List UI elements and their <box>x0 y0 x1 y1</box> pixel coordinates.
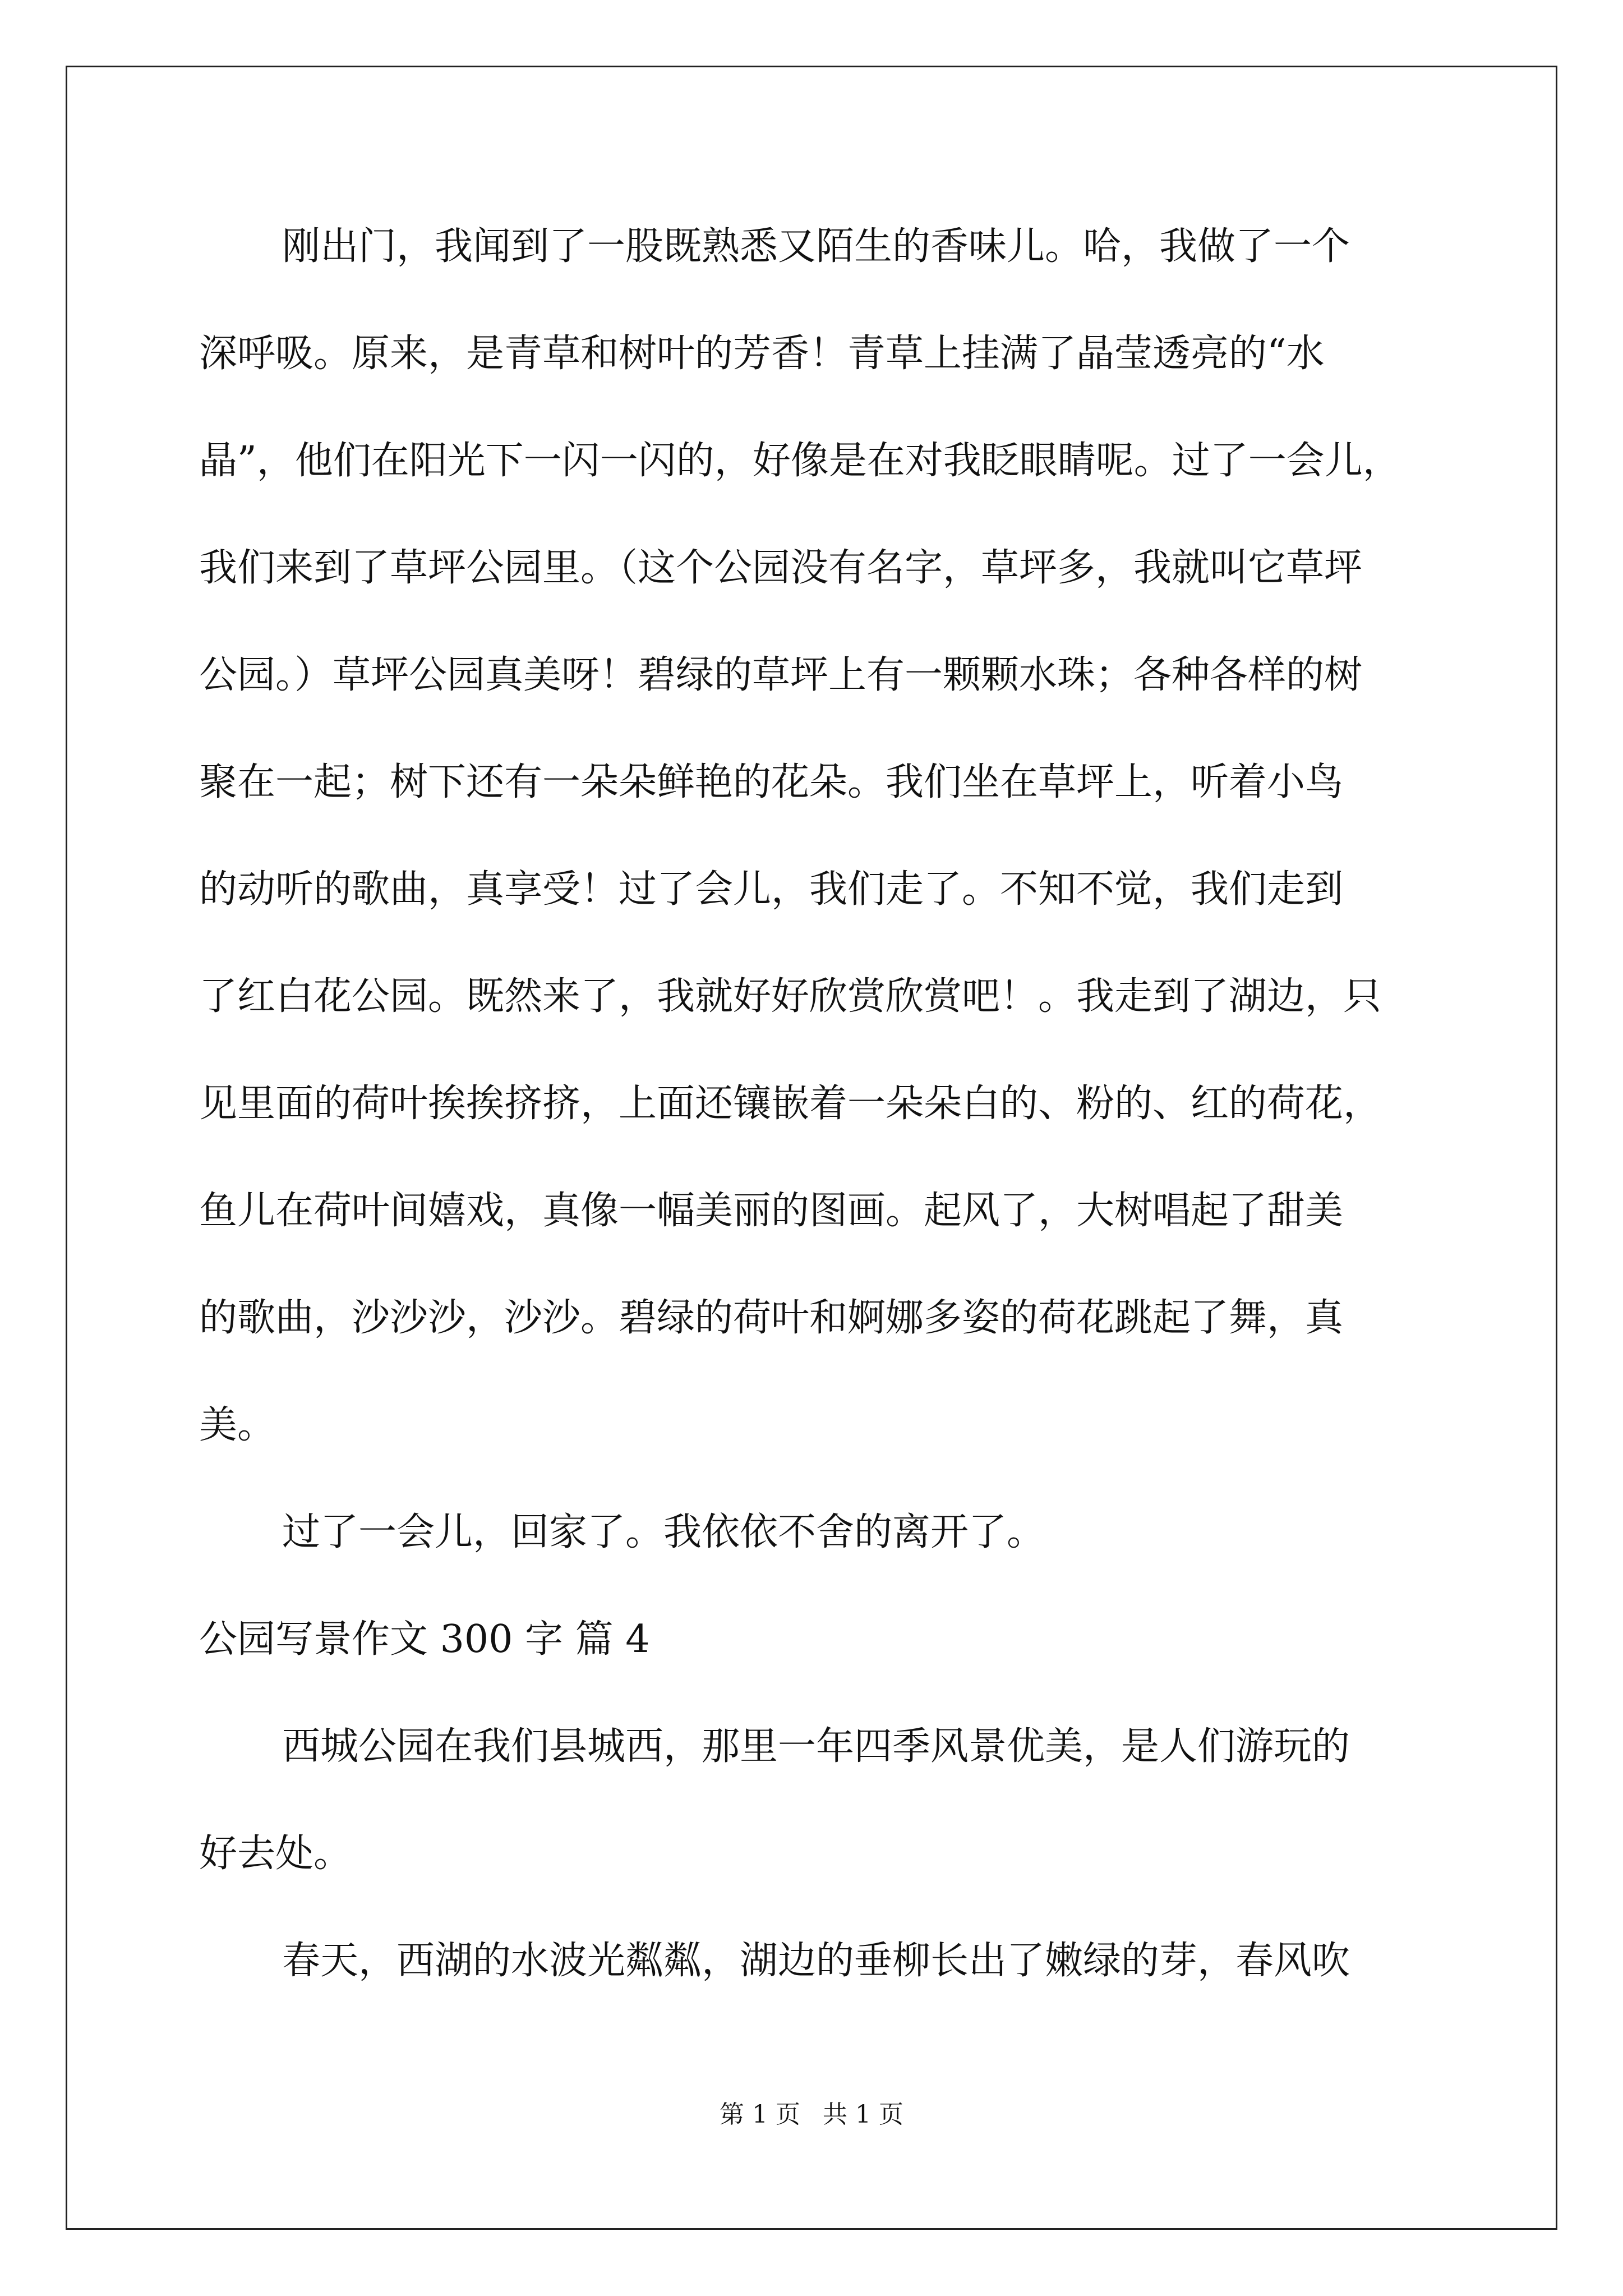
document-body <box>199 213 1455 2035</box>
paragraph-line: 我们来到了草坪公园里。（这个公园没有名字，草坪多，我就叫它草坪 <box>199 546 1363 590</box>
paragraph-line: 刚出门，我闻到了一股既熟悉又陌生的香味儿。哈，我做了一个 <box>282 224 1350 269</box>
paragraph-line: 公园。）草坪公园真美呀！碧绿的草坪上有一颗颗水珠；各种各样的树 <box>199 653 1363 697</box>
page-footer <box>0 2098 1623 2132</box>
paragraph-line: 深呼吸。原来，是青草和树叶的芳香！青草上挂满了晶莹透亮的“水 <box>199 332 1325 376</box>
paragraph-line: 过了一会儿，回家了。我依依不舍的离开了。 <box>282 1510 1045 1554</box>
paragraph-line: 好去处。 <box>199 1832 352 1876</box>
paragraph-line: 春天，西湖的水波光粼粼，湖边的垂柳长出了嫩绿的芽，春风吹 <box>282 1939 1350 1983</box>
paragraph-line: 见里面的荷叶挨挨挤挤，上面还镶嵌着一朵朵白的、粉的、红的荷花， <box>199 1082 1382 1126</box>
paragraph-line: 聚在一起；树下还有一朵朵鲜艳的花朵。我们坐在草坪上，听着小鸟 <box>199 760 1344 804</box>
paragraph-line: 晶”，他们在阳光下一闪一闪的，好像是在对我眨眼睛呢。过了一会儿， <box>199 439 1401 483</box>
page-total: 共 1 页 <box>823 2100 903 2129</box>
paragraph-line: 美。 <box>199 1403 276 1447</box>
page-number: 第 1 页 <box>720 2100 800 2129</box>
paragraph-line: 了红白花公园。既然来了，我就好好欣赏欣赏吧！。我走到了湖边，只 <box>199 974 1382 1019</box>
paragraph-line: 鱼儿在荷叶间嬉戏，真像一幅美丽的图画。起风了，大树唱起了甜美 <box>199 1189 1344 1233</box>
paragraph-line: 西城公园在我们县城西，那里一年四季风景优美，是人们游玩的 <box>282 1724 1350 1769</box>
paragraph-line: 的歌曲，沙沙沙，沙沙。碧绿的荷叶和婀娜多姿的荷花跳起了舞，真 <box>199 1296 1344 1340</box>
paragraph-line: 的动听的歌曲，真享受！过了会儿，我们走了。不知不觉，我们走到 <box>199 867 1344 912</box>
section-heading: 公园写景作文 300 字 篇 4 <box>199 1617 650 1662</box>
